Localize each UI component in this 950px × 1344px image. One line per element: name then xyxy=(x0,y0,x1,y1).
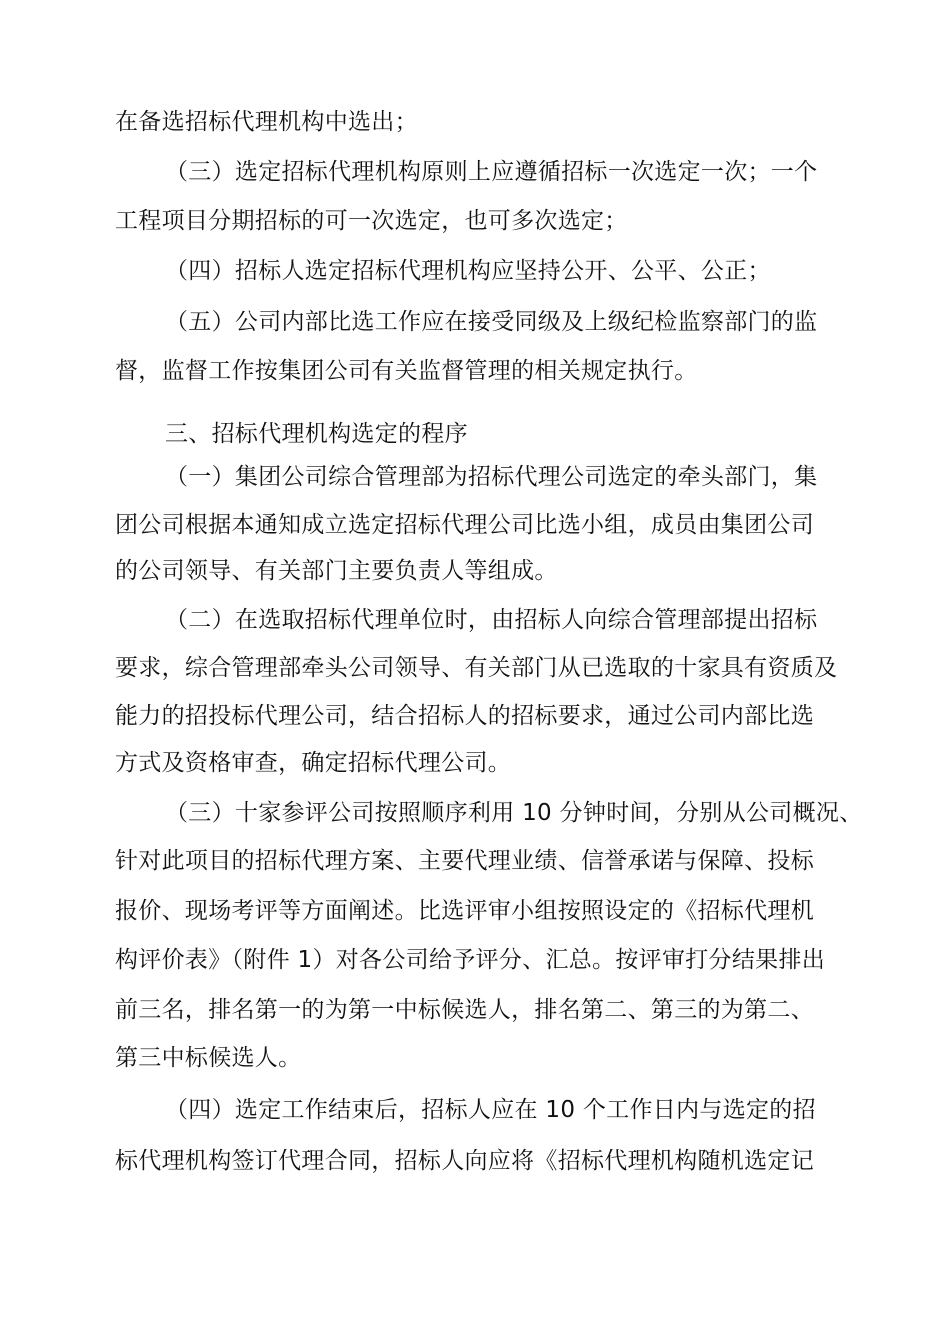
text-line: 能力的招投标代理公司，结合招标人的招标要求，通过公司内部比选 xyxy=(115,703,814,729)
text-line: 标代理机构签订代理合同，招标人向应将《招标代理机构随机选定记 xyxy=(115,1148,814,1174)
text-line: 督，监督工作按集团公司有关监督管理的相关规定执行。 xyxy=(115,358,698,384)
text-line: 工程项目分期招标的可一次选定，也可多次选定； xyxy=(115,208,628,234)
text-line: 要求，综合管理部牵头公司领导、有关部门从已选取的十家具有资质及 xyxy=(115,655,838,681)
text-line: 构评价表》（附件 1）对各公司给予评分、汇总。按评审打分结果排出 xyxy=(115,947,826,973)
text-line: （二）在选取招标代理单位时，由招标人向综合管理部提出招标 xyxy=(165,607,818,633)
text-line: 方式及资格审查，确定招标代理公司。 xyxy=(115,750,512,776)
text-line: （四）招标人选定招标代理机构应坚持公开、公平、公正； xyxy=(165,258,771,284)
text-line: 在备选招标代理机构中选出； xyxy=(115,109,418,135)
text-line: （四）选定工作结束后，招标人应在 10 个工作日内与选定的招 xyxy=(165,1097,816,1123)
text-line: （五）公司内部比选工作应在接受同级及上级纪检监察部门的监 xyxy=(165,309,818,335)
text-line: 团公司根据本通知成立选定招标代理公司比选小组，成员由集团公司 xyxy=(115,512,814,538)
text-line: （一）集团公司综合管理部为招标代理公司选定的牵头部门，集 xyxy=(165,464,818,490)
text-line: 前三名，排名第一的为第一中标候选人，排名第二、第三的为第二、 xyxy=(115,997,814,1023)
section-heading: 三、招标代理机构选定的程序 xyxy=(165,421,468,447)
text-line: 的公司领导、有关部门主要负责人等组成。 xyxy=(115,558,558,584)
text-line: （三）十家参评公司按照顺序利用 10 分钟时间，分别从公司概况、 xyxy=(165,800,863,826)
text-line: 第三中标候选人。 xyxy=(115,1045,302,1071)
text-line: （三）选定招标代理机构原则上应遵循招标一次选定一次；一个 xyxy=(165,159,818,185)
text-line: 报价、现场考评等方面阐述。比选评审小组按照设定的《招标代理机 xyxy=(115,898,814,924)
text-line: 针对此项目的招标代理方案、主要代理业绩、信誉承诺与保障、投标 xyxy=(115,848,814,874)
